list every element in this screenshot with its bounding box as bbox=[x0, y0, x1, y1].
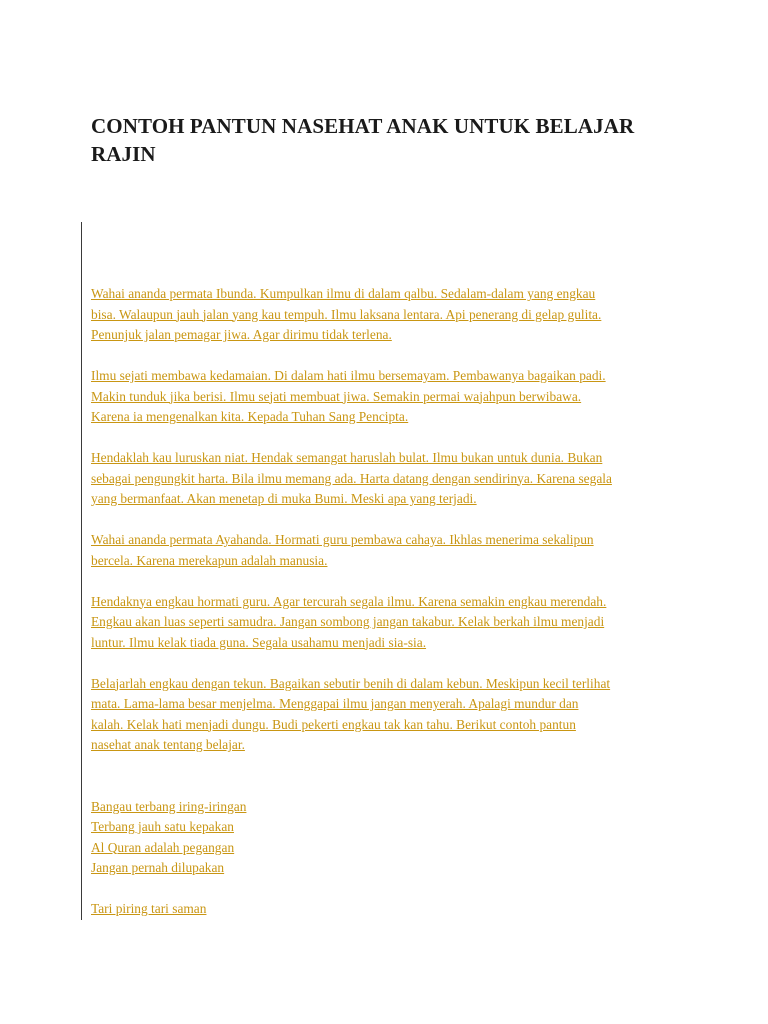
pantun-line[interactable]: Al Quran adalah pegangan bbox=[91, 839, 235, 855]
document-title: CONTOH PANTUN NASEHAT ANAK UNTUK BELAJAR RAJIN bbox=[91, 114, 635, 166]
paragraph-1[interactable]: Wahai ananda permata Ibunda. Kumpulkan ilmu di dalam qalbu. Sedalam-dalam yang engkau bisa. Walaupun jauh jalan yang kau tempuh. Ilmu laksana lentara. Api penerang di gelap gulita. Penunjuk jalan pemagar jiwa. Agar dirimu tidak terlena. bbox=[91, 286, 602, 342]
pantun-line[interactable]: Terbang jauh satu kepakan bbox=[91, 819, 234, 834]
paragraph-spacer bbox=[91, 571, 691, 592]
paragraph-6[interactable]: Belajarlah engkau dengan tekun. Bagaikan sebutir benih di dalam kebun. Meskipun kecil terlihat mata. Lama-lama besar menjelma. Menggapai ilmu jangan menyerah. Apalagi mundur dan kalah. Kelak hati menjadi dungu. Budi pekerti engkau tak kan tahu. Berikut contoh pantun nasehat anak tentang belajar. bbox=[91, 675, 611, 752]
pantun-line[interactable]: Bangau terbang iring-iringan bbox=[91, 798, 247, 814]
paragraph-3[interactable]: Hendaklah kau luruskan niat. Hendak semangat haruslah bulat. Ilmu bukan untuk dunia. Bukan sebagai pengungkit harta. Bila ilmu memang ada. Harta datang dengan sendirinya. Karena segala yang bermanfaat. Akan menetap di muka Bumi. Meski apa yang terjadi. bbox=[91, 450, 612, 506]
pantun-line[interactable]: Jangan pernah dilupakan bbox=[91, 860, 225, 875]
paragraph-spacer bbox=[91, 428, 691, 449]
stanza-spacer bbox=[91, 879, 691, 900]
left-margin-rule bbox=[81, 222, 82, 920]
paragraph-5[interactable]: Hendaknya engkau hormati guru. Agar tercurah segala ilmu. Karena semakin engkau merendah. Engkau akan luas seperti samudra. Jangan sombong jangan takabur. Kelak berkah ilmu menjadi luntur. Ilmu kelak tiada guna. Segala usahamu menjadi sia-sia. bbox=[91, 593, 607, 650]
paragraph-spacer bbox=[91, 653, 691, 674]
paragraph-2[interactable]: Ilmu sejati membawa kedamaian. Di dalam hati ilmu bersemayam. Pembawanya bagaikan padi. Makin tunduk jika berisi. Ilmu sejati membuat jiwa. Semakin permai wajahpun berwibawa. Karena ia mengenalkan kita. Kepada Tuhan Sang Pencipta. bbox=[91, 368, 606, 424]
paragraph-spacer bbox=[91, 510, 691, 531]
paragraph-4[interactable]: Wahai ananda permata Ayahanda. Hormati guru pembawa cahaya. Ikhlas menerima sekalipun bercela. Karena merekapun adalah manusia. bbox=[91, 532, 594, 568]
document-body bbox=[91, 284, 691, 920]
section-spacer bbox=[91, 756, 691, 797]
paragraph-spacer bbox=[91, 346, 691, 367]
pantun-line[interactable]: Tari piring tari saman bbox=[91, 901, 207, 916]
